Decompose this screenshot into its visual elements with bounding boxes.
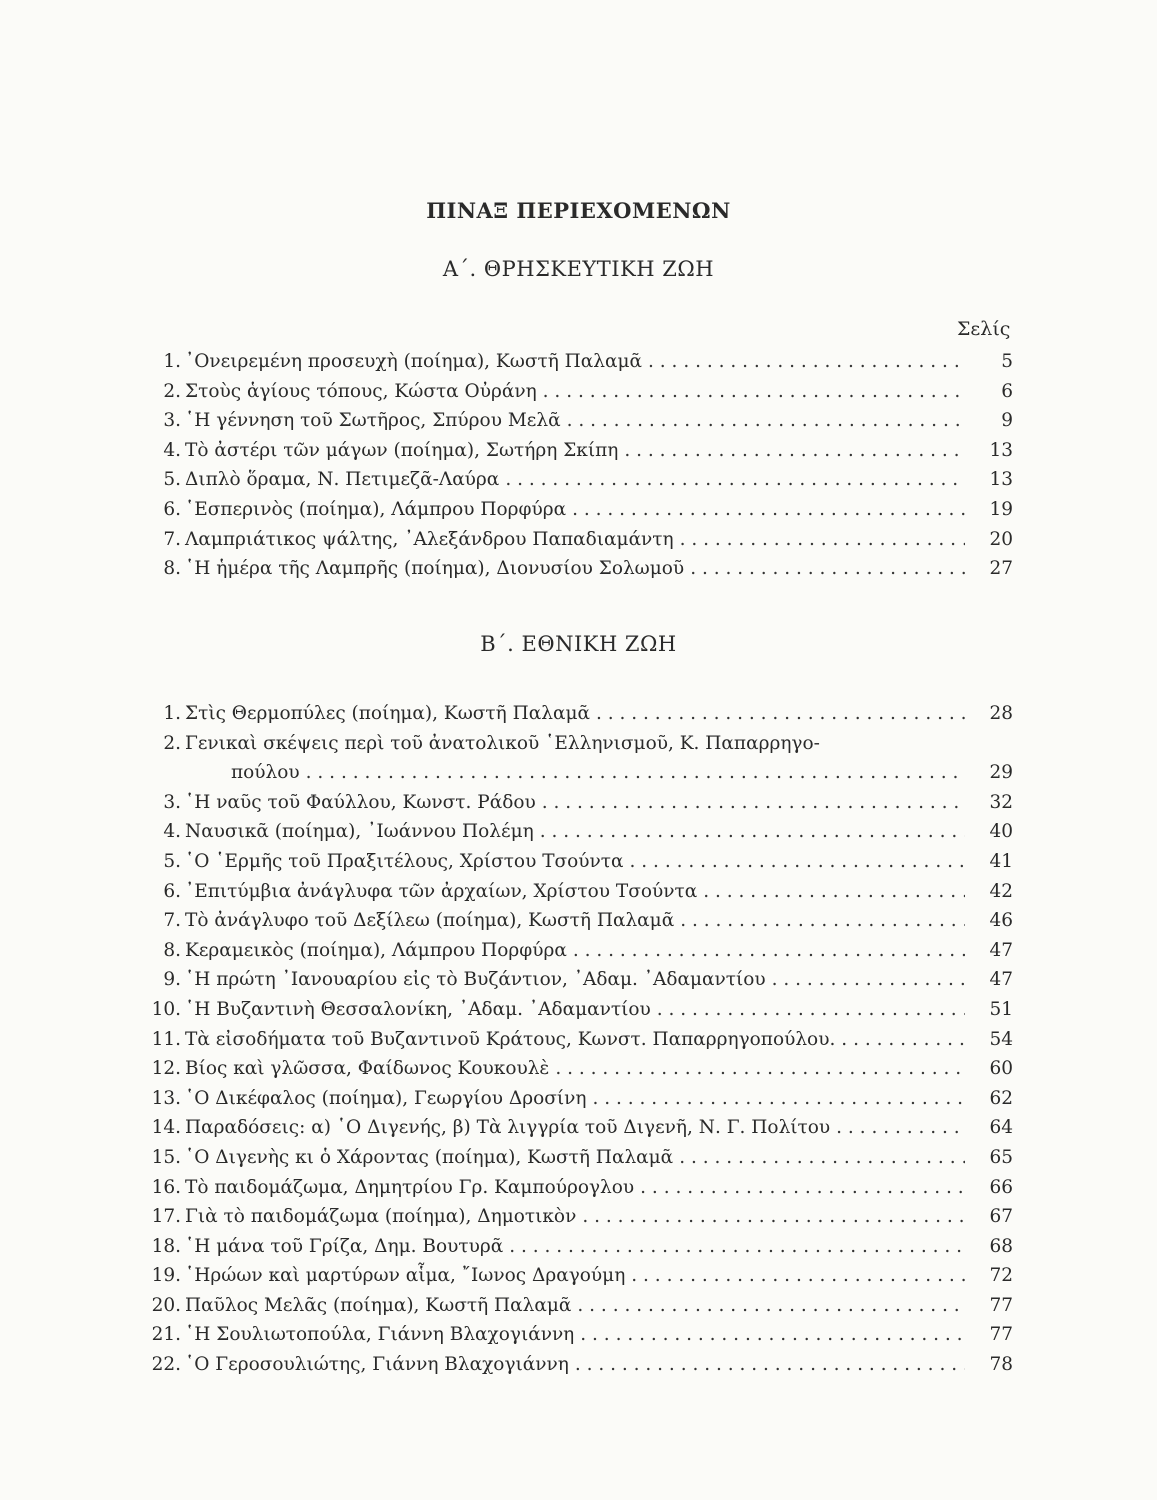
leader-dots (542, 792, 965, 813)
leader-dots (580, 1324, 965, 1345)
entry-number: 8. (163, 939, 181, 961)
entry-number: 4. (163, 439, 181, 461)
entry-page: 20 (989, 528, 1013, 550)
toc-entry (143, 469, 1013, 499)
entry-number: 3. (163, 791, 181, 813)
toc-entry (143, 1088, 1013, 1118)
toc-entry (143, 1354, 1013, 1384)
entry-title: ῾Η Σουλιωτοπούλα, Γιάννη Βλαχογιάννη (185, 1324, 575, 1346)
entry-page: 78 (989, 1354, 1013, 1376)
entry-page: 51 (989, 998, 1013, 1020)
leader-dots (690, 558, 965, 579)
toc-entry (143, 1206, 1013, 1236)
entry-number: 17. (151, 1206, 181, 1228)
toc-entry (143, 969, 1013, 999)
toc-entry (143, 410, 1013, 440)
leader-dots (853, 1029, 965, 1050)
entry-number: 3. (163, 410, 181, 432)
leader-dots (836, 1117, 965, 1138)
entry-title: Βίος καὶ γλῶσσα, Φαίδωνος Κουκουλὲ (185, 1058, 550, 1080)
leader-dots (648, 351, 965, 372)
entry-page: 67 (989, 1206, 1013, 1228)
entry-title: ῾Ο Διγενὴς κι ὁ Χάροντας (ποίημα), Κωστῆ Παλαμᾶ (185, 1146, 674, 1168)
leader-dots (575, 1354, 965, 1375)
entry-page: 29 (989, 762, 1013, 784)
toc-entry (143, 821, 1013, 851)
toc-entry-continuation (143, 762, 1013, 792)
entry-number: 6. (163, 880, 181, 902)
entry-title: ῾Η πρώτη ᾿Ιανουαρίου εἰς τὸ Βυζάντιον, ᾿Αδαμ. ᾿Αδαμαντίου (185, 969, 766, 991)
entry-number: 1. (163, 703, 181, 724)
entry-number: 14. (151, 1117, 181, 1139)
toc-entry (143, 1177, 1013, 1207)
toc-entry (143, 1295, 1013, 1325)
toc-entry (143, 529, 1013, 559)
entry-page: 27 (989, 558, 1013, 580)
entry-page: 40 (989, 821, 1013, 843)
entry-number: 16. (151, 1176, 181, 1198)
toc-entry (143, 558, 1013, 588)
entry-number: 4. (163, 821, 181, 843)
entry-number: 19. (151, 1265, 181, 1287)
entry-number: 11. (151, 1028, 181, 1050)
toc-entry (143, 1147, 1013, 1177)
toc-entry (143, 733, 1013, 763)
leader-dots (567, 410, 965, 431)
entry-number: 7. (163, 910, 181, 932)
toc-entry (143, 1324, 1013, 1354)
entry-title: Τὰ εἰσοδήματα τοῦ Βυζαντινοῦ Κράτους, Κωνστ. Παπαρρηγοπούλου. . (185, 1028, 848, 1050)
entry-number: 9. (163, 969, 181, 991)
toc-entry (143, 499, 1013, 529)
entry-title: ᾿Ονειρεμένη προσευχὴ (ποίημα), Κωστῆ Παλαμᾶ (185, 351, 643, 372)
leader-dots (593, 1088, 966, 1109)
leader-dots (509, 1236, 965, 1257)
section-b-title: Β΄. ΕΘΝΙΚΗ ΖΩΗ (480, 632, 677, 656)
entry-page: 47 (989, 939, 1013, 961)
entry-page: 5 (1001, 351, 1013, 372)
toc-entry (143, 1029, 1013, 1059)
leader-dots (680, 910, 965, 931)
leader-dots (596, 703, 965, 724)
entry-number: 21. (151, 1324, 181, 1346)
toc-entry (143, 999, 1013, 1029)
entry-title: ῾Η Βυζαντινὴ Θεσσαλονίκη, ᾿Αδαμ. ᾿Αδαμαντίου (185, 998, 651, 1020)
toc-entry (143, 351, 1013, 381)
entry-title: Τὸ ἀνάγλυφο τοῦ Δεξίλεω (ποίημα), Κωστῆ Παλαμᾶ (185, 910, 675, 932)
toc-entry (143, 1117, 1013, 1147)
entry-number: 22. (151, 1354, 181, 1376)
entry-title: ῾Η ναῦς τοῦ Φαύλλου, Κωνστ. Ράδου (185, 791, 536, 813)
entry-page: 19 (989, 498, 1013, 520)
entry-title: Στὶς Θερμοπύλες (ποίημα), Κωστῆ Παλαμᾶ (185, 703, 590, 724)
entry-page: 42 (989, 880, 1013, 902)
leader-dots (306, 762, 965, 783)
entry-page: 62 (989, 1087, 1013, 1109)
entry-title: ῾Ο Δικέφαλος (ποίημα), Γεωργίου Δροσίνη (185, 1087, 587, 1109)
entry-page: 9 (1001, 410, 1013, 432)
entry-page: 65 (989, 1146, 1013, 1168)
entry-page: 32 (989, 791, 1013, 813)
entry-page: 13 (989, 439, 1013, 461)
entry-title: ῾Ο Γεροσουλιώτης, Γιάννη Βλαχογιάννη (185, 1354, 569, 1376)
leader-dots (680, 529, 965, 550)
entry-page: 64 (989, 1117, 1013, 1139)
toc-entry (143, 440, 1013, 470)
toc-entry (143, 381, 1013, 411)
entry-title: ῾Ηρώων καὶ μαρτύρων αἷμα, ῎Ιωνος Δραγούμη (185, 1265, 626, 1287)
entry-page: 77 (989, 1324, 1013, 1346)
entry-number: 5. (163, 469, 181, 491)
entry-title: Στοὺς ἁγίους τόπους, Κώστα Οὐράνη (185, 380, 537, 402)
entry-page: 77 (989, 1294, 1013, 1316)
entry-title: Τὸ ἀστέρι τῶν μάγων (ποίημα), Σωτήρη Σκίπη (185, 439, 619, 461)
leader-dots (505, 469, 965, 490)
entry-page: 68 (989, 1235, 1013, 1257)
entry-title: Τὸ παιδομάζωμα, Δημητρίου Γρ. Καμπούρογλου (185, 1176, 635, 1198)
entry-page: 46 (989, 910, 1013, 932)
leader-dots (624, 440, 965, 461)
toc-entry (143, 1265, 1013, 1295)
leader-dots (577, 1295, 965, 1316)
entry-page: 54 (989, 1028, 1013, 1050)
entry-title: Λαμπριάτικος ψάλτης, ᾿Αλεξάνδρου Παπαδιαμάντη (185, 528, 674, 550)
leader-dots (657, 999, 965, 1020)
entry-page: 47 (989, 969, 1013, 991)
entry-title: Παραδόσεις: α) ῾Ο Διγενής, β) Τὰ λιγγρία τοῦ Διγενῆ, Ν. Γ. Πολίτου (185, 1117, 831, 1139)
entry-number: 10. (151, 998, 181, 1020)
leader-dots (572, 499, 965, 520)
entry-number: 15. (151, 1146, 181, 1168)
entry-page: 72 (989, 1265, 1013, 1287)
toc-entry (143, 910, 1013, 940)
entry-number: 12. (151, 1058, 181, 1080)
entry-title: Γενικαὶ σκέψεις περὶ τοῦ ἀνατολικοῦ ῾Ελληνισμοῦ, Κ. Παπαρρηγο- (185, 732, 820, 754)
entry-title: Παῦλος Μελᾶς (ποίημα), Κωστῆ Παλαμᾶ (185, 1294, 572, 1316)
entry-title: ῾Η μάνα τοῦ Γρίζα, Δημ. Βουτυρᾶ (185, 1235, 504, 1257)
entry-title-continuation: πούλου (231, 762, 300, 784)
toc-entry (143, 1058, 1013, 1088)
section-a-list (143, 351, 1013, 588)
leader-dots (640, 1177, 965, 1198)
leader-dots (703, 881, 965, 902)
entry-title: Κεραμεικὸς (ποίημα), Λάμπρου Πορφύρα (185, 939, 567, 961)
page-title: ΠΙΝΑΞ ΠΕΡΙΕΧΟΜΕΝΩΝ (426, 198, 731, 223)
entry-number: 7. (163, 528, 181, 550)
section-a-title: Α΄. ΘΡΗΣΚΕΥΤΙΚΗ ΖΩΗ (442, 257, 715, 281)
entry-number: 2. (163, 380, 181, 402)
entry-page: 28 (989, 703, 1013, 724)
entry-title: ῾Η γέννηση τοῦ Σωτῆρος, Σπύρου Μελᾶ (185, 410, 561, 432)
entry-number: 18. (151, 1235, 181, 1257)
leader-dots (679, 1147, 965, 1168)
page-column-header: Σελίς (957, 318, 1011, 340)
entry-title: Γιὰ τὸ παιδομάζωμα (ποίημα), Δημοτικὸν (185, 1206, 577, 1228)
entry-page: 60 (989, 1058, 1013, 1080)
leader-dots (555, 1058, 965, 1079)
leader-dots (631, 1265, 965, 1286)
toc-entry (143, 703, 1013, 733)
entry-title: ῾Εσπερινὸς (ποίημα), Λάμπρου Πορφύρα (185, 498, 567, 520)
leader-dots (630, 851, 965, 872)
entry-title: ᾿Επιτύμβια ἀνάγλυφα τῶν ἀρχαίων, Χρίστου Τσούντα (185, 880, 698, 902)
section-b-list (143, 703, 1013, 1384)
toc-entry (143, 851, 1013, 881)
entry-number: 13. (151, 1087, 181, 1109)
leader-dots (543, 381, 965, 402)
entry-title: ῾Ο ῾Ερμῆς τοῦ Πραξιτέλους, Χρίστου Τσούντα (185, 850, 624, 872)
toc-entry (143, 792, 1013, 822)
toc-entry (143, 940, 1013, 970)
entry-page: 66 (989, 1176, 1013, 1198)
toc-entry (143, 881, 1013, 911)
entry-number: 2. (163, 732, 181, 754)
entry-number: 1. (163, 351, 181, 372)
leader-dots (573, 940, 965, 961)
entry-number: 6. (163, 498, 181, 520)
entry-page: 41 (989, 850, 1013, 872)
entry-number: 20. (151, 1294, 181, 1316)
leader-dots (772, 969, 965, 990)
entry-number: 5. (163, 850, 181, 872)
toc-entry (143, 1236, 1013, 1266)
entry-title: Ναυσικᾶ (ποίημα), ᾿Ιωάννου Πολέμη (185, 821, 534, 843)
entry-title: ῾Η ἡμέρα τῆς Λαμπρῆς (ποίημα), Διονυσίου Σολωμοῦ (185, 558, 685, 580)
entry-page: 13 (989, 469, 1013, 491)
entry-page: 6 (1001, 380, 1013, 402)
leader-dots (540, 821, 965, 842)
leader-dots (582, 1206, 965, 1227)
entry-number: 8. (163, 558, 181, 580)
entry-title: Διπλὸ ὅραμα, Ν. Πετιμεζᾶ-Λαύρα (185, 469, 500, 491)
